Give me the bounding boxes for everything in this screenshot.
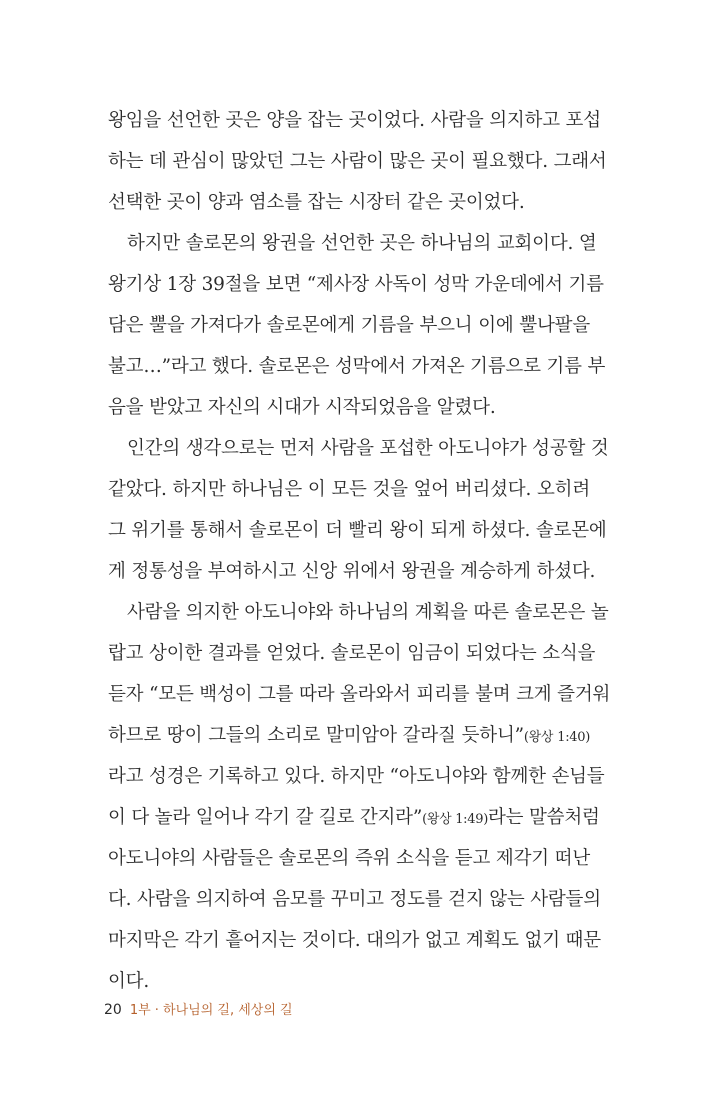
text-line: 마지막은 각기 흩어지는 것이다. 대의가 없고 계획도 없기 때문 <box>108 930 601 951</box>
paragraph-2 <box>108 223 606 428</box>
paragraph-4 <box>108 592 611 1002</box>
text-line: 사람을 의지한 아도니야와 하나님의 계획을 따른 솔로몬은 놀 <box>127 602 609 623</box>
text-segment: 하므로 땅이 그들의 소리로 말미암아 갈라질 듯하니” <box>108 725 524 746</box>
text-line: 선택한 곳이 양과 염소를 잡는 시장터 같은 곳이었다. <box>108 192 525 213</box>
text-line: 라고 성경은 기록하고 있다. 하지만 “아도니야와 함께한 손님들 <box>108 766 605 787</box>
page-body <box>108 100 611 1002</box>
text-line-with-reference <box>108 715 590 756</box>
text-line: 왕임을 선언한 곳은 양을 잡는 곳이었다. 사람을 의지하고 포섭 <box>108 110 601 131</box>
text-line: 아도니야의 사람들은 솔로몬의 즉위 소식을 듣고 제각기 떠난 <box>108 848 590 869</box>
text-line-with-reference <box>108 797 600 838</box>
text-line: 음을 받았고 자신의 시대가 시작되었음을 알렸다. <box>108 397 496 418</box>
text-line: 듣자 “모든 백성이 그를 따라 올라와서 피리를 불며 크게 즐거워 <box>108 684 611 705</box>
text-segment: 이 다 놀라 일어나 각기 갈 길로 간지라” <box>108 807 423 828</box>
paragraph-3 <box>108 428 609 592</box>
text-line: 불고…”라고 했다. 솔로몬은 성막에서 가져온 기름으로 기름 부 <box>108 356 606 377</box>
text-line: 랍고 상이한 결과를 얻었다. 솔로몬이 임금이 되었다는 소식을 <box>108 643 596 664</box>
text-line: 게 정통성을 부여하시고 신앙 위에서 왕권을 계승하게 하셨다. <box>108 561 596 582</box>
text-line: 하지만 솔로몬의 왕권을 선언한 곳은 하나님의 교회이다. 열 <box>127 233 597 254</box>
text-line: 같았다. 하지만 하나님은 이 모든 것을 엎어 버리셨다. 오히려 <box>108 479 590 500</box>
text-line: 인간의 생각으로는 먼저 사람을 포섭한 아도니야가 성공할 것 <box>127 438 609 459</box>
text-line: 왕기상 1장 39절을 보면 “제사장 사독이 성막 가운데에서 기름 <box>108 274 604 295</box>
text-line: 다. 사람을 의지하여 음모를 꾸미고 정도를 걷지 않는 사람들의 <box>108 889 601 910</box>
scripture-reference: (왕상 1:40) <box>523 730 590 745</box>
page-footer <box>104 1000 293 1021</box>
scripture-reference: (왕상 1:49) <box>422 812 488 827</box>
text-line: 그 위기를 통해서 솔로몬이 더 빨리 왕이 되게 하셨다. 솔로몬에 <box>108 520 607 541</box>
text-segment: 라는 말씀처럼 <box>487 807 600 828</box>
page-number: 20 <box>104 1002 122 1018</box>
text-line: 이다. <box>108 971 150 992</box>
paragraph-1 <box>108 100 607 223</box>
text-line: 하는 데 관심이 많았던 그는 사람이 많은 곳이 필요했다. 그래서 <box>108 151 607 172</box>
text-line: 담은 뿔을 가져다가 솔로몬에게 기름을 부으니 이에 뿔나팔을 <box>108 315 590 336</box>
running-title: 1부 · 하나님의 길, 세상의 길 <box>129 1003 293 1018</box>
